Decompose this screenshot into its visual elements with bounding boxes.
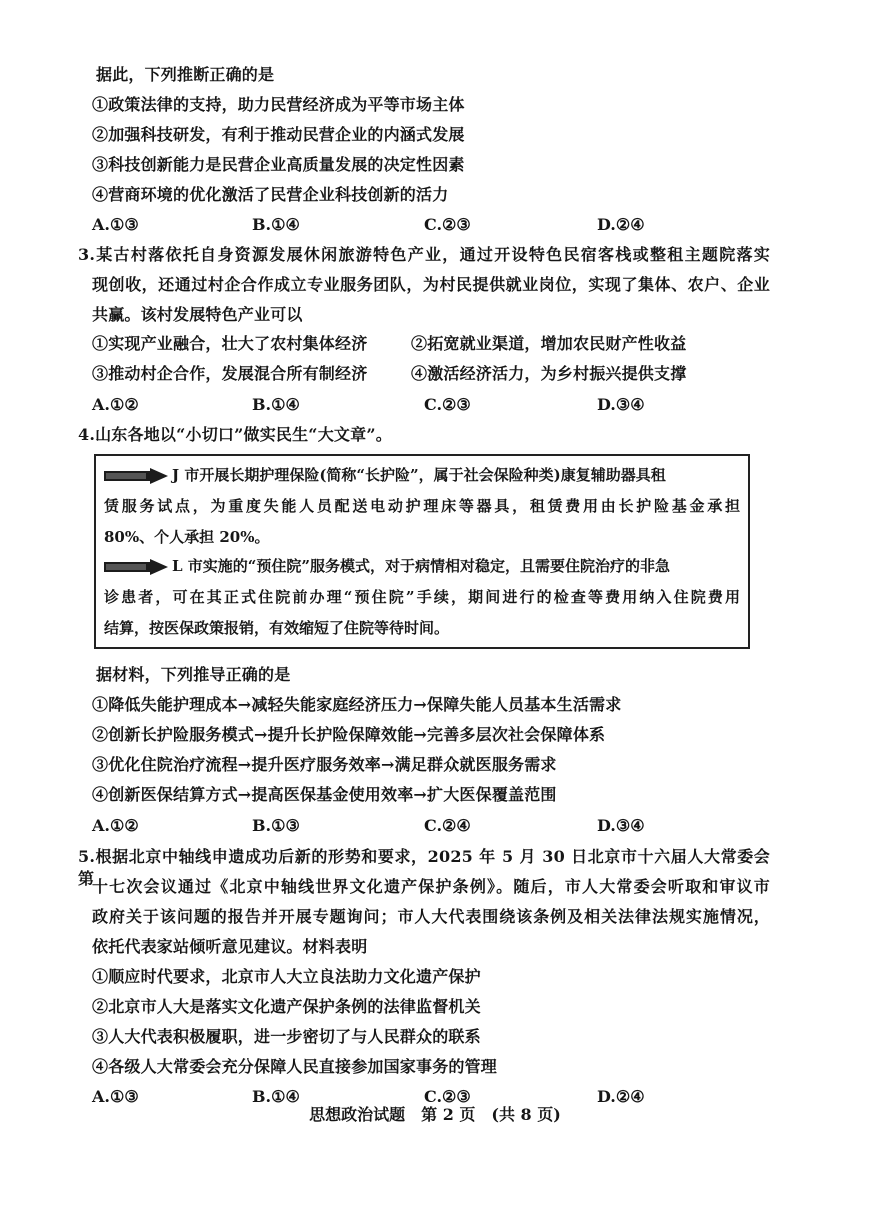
material-box [94,454,750,649]
q4-option-b: B.①③ [252,816,300,835]
q3-statement-2: ②拓宽就业渠道，增加农民财产性收益 [411,334,687,353]
arrow-right-icon [104,468,168,484]
box-paragraph-1-line-3: 80%、个人承担 20%。 [104,528,270,546]
q5-statement-2: ②北京市人大是落实文化遗产保护条例的法律监督机关 [92,997,481,1016]
box-paragraph-2-line-2: 诊患者，可在其正式住院前办理“预住院”手续，期间进行的检查等费用纳入住院费用 [104,588,740,606]
box-paragraph-2-line-3: 结算，按医保政策报销，有效缩短了住院等待时间。 [104,619,450,637]
q2-stem: 据此，下列推断正确的是 [96,65,275,84]
q4-option-d: D.③④ [597,816,645,835]
q5-stem-line-2: 十七次会议通过《北京中轴线世界文化遗产保护条例》。随后，市人大常委会听取和审议市 [92,877,770,896]
q4-option-a: A.①② [92,816,139,835]
q3-statement-3: ③推动村企合作，发展混合所有制经济 [92,364,368,383]
q5-stem-line-3: 政府关于该问题的报告并开展专题询问；市人大代表围绕该条例及相关法律法规实施情况， [92,907,770,926]
box-paragraph-1-line-2: 赁服务试点，为重度失能人员配送电动护理床等器具，租赁费用由长护险基金承担 [104,497,740,515]
page-footer: 思想政治试题 第 2 页 (共 8 页) [309,1105,561,1124]
q5-stem-line-4: 依托代表家站倾听意见建议。材料表明 [92,937,368,956]
q5-statement-1: ①顺应时代要求，北京市人大立良法助力文化遗产保护 [92,967,481,986]
q5-option-d: D.②④ [597,1087,645,1106]
q2-option-d: D.②④ [597,215,645,234]
q4-stem-2: 据材料，下列推导正确的是 [96,665,291,684]
q2-option-b: B.①④ [252,215,300,234]
q3-stem-line-1: 3.某古村落依托自身资源发展休闲旅游特色产业，通过开设特色民宿客栈或整租主题院落实 [78,245,770,264]
q2-statement-2: ②加强科技研发，有利于推动民营企业的内涵式发展 [92,125,465,144]
q3-option-d: D.③④ [597,395,645,414]
q5-statement-4: ④各级人大常委会充分保障人民直接参加国家事务的管理 [92,1057,498,1076]
q3-stem-line-2: 现创收，还通过村企合作成立专业服务团队，为村民提供就业岗位，实现了集体、农户、企业 [92,275,770,294]
box-paragraph-1-line-1: J 市开展长期护理保险(简称“长护险”，属于社会保险种类)康复辅助器具租 [172,466,666,484]
q3-option-b: B.①④ [252,395,300,414]
q3-option-a: A.①② [92,395,139,414]
q5-statement-3: ③人大代表积极履职，进一步密切了与人民群众的联系 [92,1027,481,1046]
arrow-right-icon [104,559,168,575]
q2-statement-1: ①政策法律的支持，助力民营经济成为平等市场主体 [92,95,465,114]
q3-statement-4: ④激活经济活力，为乡村振兴提供支撑 [411,364,687,383]
q4-statement-2: ②创新长护险服务模式→提升长护险保障效能→完善多层次社会保障体系 [92,725,606,744]
q2-option-a: A.①③ [92,215,139,234]
q5-option-a: A.①③ [92,1087,139,1106]
q2-statement-3: ③科技创新能力是民营企业高质量发展的决定性因素 [92,155,465,174]
q5-option-b: B.①④ [252,1087,300,1106]
q4-option-c: C.②④ [424,816,471,835]
q4-statement-4: ④创新医保结算方式→提高医保基金使用效率→扩大医保覆盖范围 [92,785,557,804]
q2-statement-4: ④营商环境的优化激活了民营企业科技创新的活力 [92,185,449,204]
box-paragraph-2-line-1: L 市实施的“预住院”服务模式，对于病情相对稳定，且需要住院治疗的非急 [172,557,671,575]
q5-option-c: C.②③ [424,1087,471,1106]
q4-stem: 4.山东各地以“小切口”做实民生“大文章”。 [78,425,392,444]
q3-statement-1: ①实现产业融合，壮大了农村集体经济 [92,334,368,353]
q4-statement-3: ③优化住院治疗流程→提升医疗服务效率→满足群众就医服务需求 [92,755,557,774]
q4-statement-1: ①降低失能护理成本→减轻失能家庭经济压力→保障失能人员基本生活需求 [92,695,622,714]
q3-option-c: C.②③ [424,395,471,414]
q2-option-c: C.②③ [424,215,471,234]
q3-stem-line-3: 共赢。该村发展特色产业可以 [92,305,303,324]
q5-stem-line-1: 5.根据北京中轴线申遗成功后新的形势和要求，2025 年 5 月 30 日北京市十六届人大常委会第 [78,847,770,888]
